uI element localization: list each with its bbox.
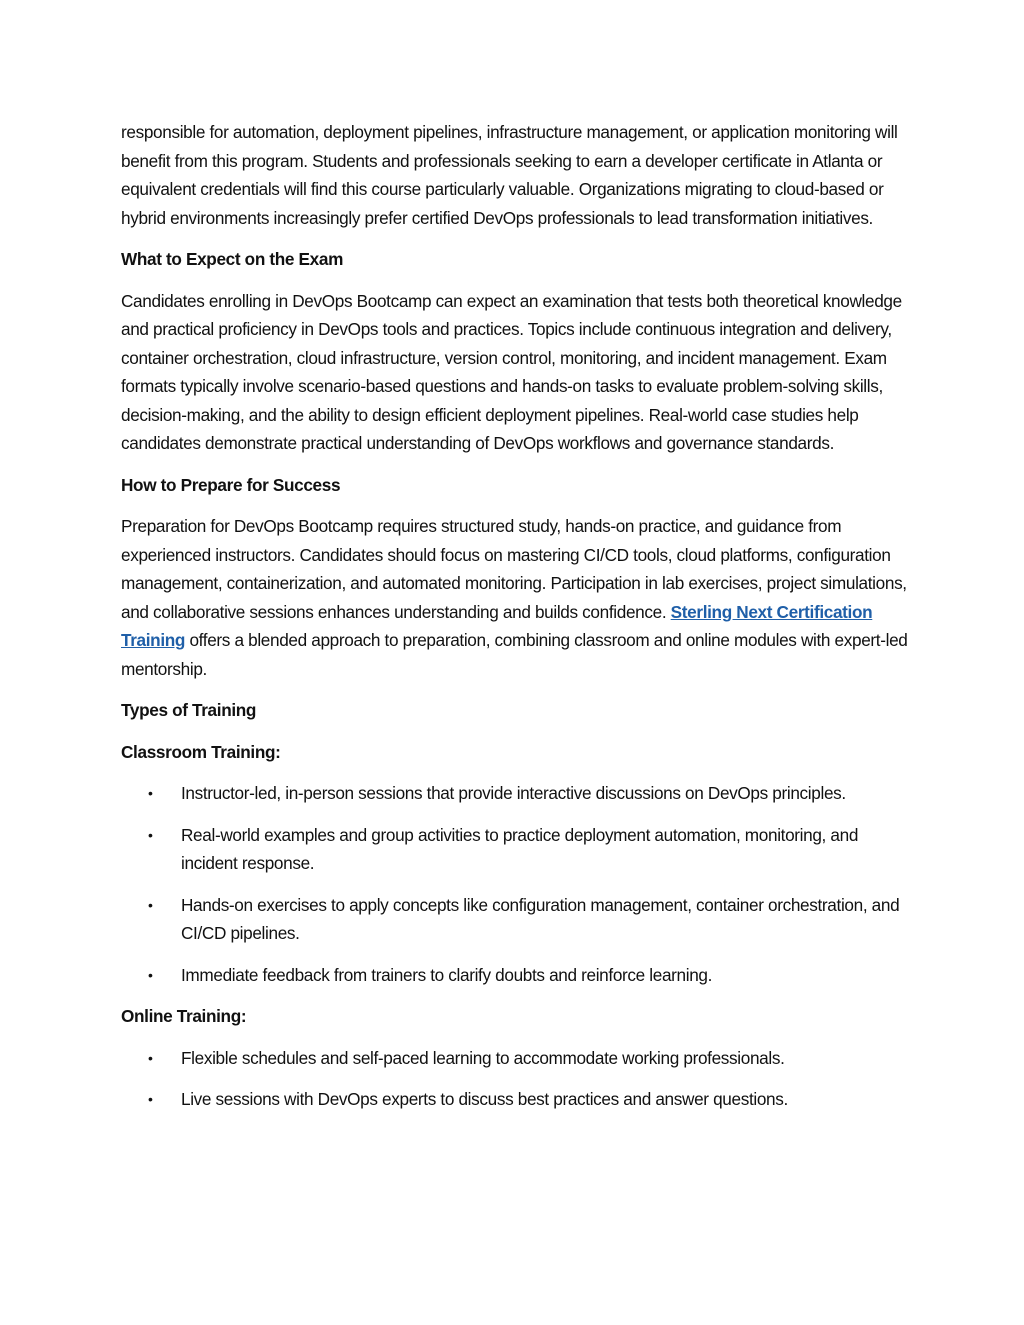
classroom-list [121, 779, 911, 989]
online-list [121, 1044, 911, 1114]
prepare-heading: How to Prepare for Success [121, 474, 341, 495]
bullet-icon: • [148, 896, 153, 913]
list-item-text: Flexible schedules and self-paced learning to accommodate working professionals. [181, 1047, 785, 1068]
exam-heading: What to Expect on the Exam [121, 249, 344, 269]
list-item-text: Hands-on exercises to apply concepts like configuration management, container orchestration, and CI/CD pipelines. [181, 894, 900, 943]
list-item [121, 1044, 911, 1073]
list-item [121, 821, 911, 878]
bullet-icon: • [148, 826, 153, 843]
bullet-icon: • [148, 1049, 153, 1066]
bullet-icon: • [148, 966, 153, 983]
list-item-text: Real-world examples and group activities to practice deployment automation, monitoring, and incident response. [181, 824, 859, 873]
bullet-icon: • [148, 785, 153, 801]
prepare-text-before-link: Preparation for DevOps Bootcamp requires structured study, hands-on practice, and guidance from experienced instructors. Candidates should focus on mastering CI/CD tools, cloud platforms, configuration management, containerization, and automated monitoring. Participation in lab exercises, project simulations, and collaborative sessions enhances understanding and builds confidence. [121, 516, 907, 622]
types-heading: Types of Training [121, 700, 257, 720]
prepare-text-after-link: offers a blended approach to preparation, combining classroom and online modules with expert-led mentorship. [121, 630, 908, 679]
list-item [121, 891, 911, 948]
document-page [121, 118, 911, 1127]
online-heading: Online Training: [121, 1006, 247, 1026]
sterling-next-link[interactable]: Sterling Next Certification Training [121, 601, 873, 650]
intro-paragraph: responsible for automation, deployment pipelines, infrastructure management, or application monitoring will benefit from this program. Students and professionals seeking to earn a developer certificate in Atlanta or equivalent credentials will find this course particularly valuable. Organizations migrating to cloud-based or hybrid environments increasingly prefer certified DevOps professionals to lead transformation initiatives. [121, 122, 898, 228]
bullet-icon: • [148, 1091, 153, 1107]
list-item-text: Immediate feedback from trainers to clarify doubts and reinforce learning. [181, 964, 713, 985]
prepare-paragraph [121, 512, 911, 683]
list-item [121, 961, 911, 990]
list-item [121, 779, 911, 808]
list-item-text: Instructor-led, in-person sessions that provide interactive discussions on DevOps principles. [181, 783, 846, 803]
classroom-heading: Classroom Training: [121, 741, 281, 762]
list-item [121, 1085, 911, 1114]
list-item-text: Live sessions with DevOps experts to discuss best practices and answer questions. [181, 1089, 788, 1109]
exam-paragraph: Candidates enrolling in DevOps Bootcamp can expect an examination that tests both theoretical knowledge and practical proficiency in DevOps tools and practices. Topics include continuous integration and delivery, container orchestration, cloud infrastructure, version control, monitoring, and incident management. Exam formats typically involve scenario-based questions and hands-on tasks to evaluate problem-solving skills, decision-making, and the ability to design efficient deployment pipelines. Real-world case studies help candidates demonstrate practical understanding of DevOps workflows and governance standards. [121, 290, 902, 453]
